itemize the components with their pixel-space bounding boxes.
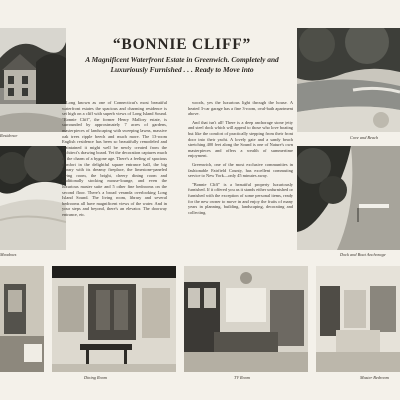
body-paragraph: Greenwich, one of the most exclusive communities in fashionable Fairfield County, has excellent commuting service to New York—only 45 minutes away. — [188, 161, 293, 179]
dining-room-caption: Dining Room — [84, 375, 108, 380]
meadow-photo — [0, 146, 66, 250]
body-paragraph: woods, yes the luxurious light through the house. A heated 3-car garage has a fine 3-room, oval-bath apartment above. — [188, 100, 293, 117]
body-column-2 — [188, 100, 293, 218]
cove-caption: Cove and Beach — [350, 135, 379, 140]
tv-room-photo — [184, 266, 308, 372]
body-paragraph: "Bonnie Cliff" is a beautiful property luxuriously furnished. If it offered you as it stands either unfurnished or furnished with the exception of some personal items, ready for the new owner to move in and enjoy the fruits of many years in planning, building, landscaping, decorating and collecting. — [188, 181, 293, 215]
page-subtitle: A Magnificent Waterfront Estate in Greenwich. Completely and Luxuriously Furnished . . . Ready to Move into — [85, 55, 279, 75]
master-bedroom-photo — [316, 266, 400, 372]
dining-room-photo — [52, 266, 176, 372]
meadow-caption: Meadows — [0, 252, 17, 257]
dining-room-left-photo — [0, 266, 44, 372]
body-column-1 — [62, 100, 167, 220]
dock-caption: Dock and Boat Anchorage — [340, 252, 386, 257]
page-title: “BONNIE CLIFF” — [112, 36, 252, 53]
residence-caption: Residence — [0, 133, 18, 138]
master-bedroom-caption: Master Bedroom — [360, 375, 389, 380]
body-paragraph: And that isn't all! There is a deep anchorage stone jetty and steel dock which will appeal to those who love boating but like the comfort of practically stepping from their front door into their yacht. A lovely gate and a sandy beach stretching 400 feet along the Sound is one of Nature's own masterpieces and offers a wealth of summertime enjoyment. — [188, 119, 293, 159]
cove-photo — [297, 28, 400, 132]
dock-photo — [297, 146, 400, 250]
tv-room-caption: TV Room — [234, 375, 251, 380]
residence-photo — [0, 28, 66, 132]
body-paragraph: Long known as one of Connecticut's most beautiful waterfront estates the spacious and charming residence is set high on a cliff with superb views of Long Island Sound. "Bonnie Cliff", the former Henry Mallory estate, is surrounded by approximately 7 acres of gardens, masterpieces of landscaping with sweeping lawns, massive oak trees ripple beech and much more. The 13-room English residence has been so beautifully remodeled and maintained it might well be newly created from the architect's drawing board. Yet the decoration captures much of the charm of a bygone age. There's a feeling of spacious comfort in the delightful square entrance hall, the big library with its dreamy fireplace, the limestone-paneled living room, the bright, cheery dining room and traditionally stocking mouse-lounge, and even the luxurious master suite and 5 other fine bedrooms on the second floor. There's a broad veranda overlooking Long Island Sound. The living room, library and several bedrooms all have magnificent views of the water. And in your steps and beyond, there's an elevator. The doorway entrance, etc. — [62, 100, 167, 217]
